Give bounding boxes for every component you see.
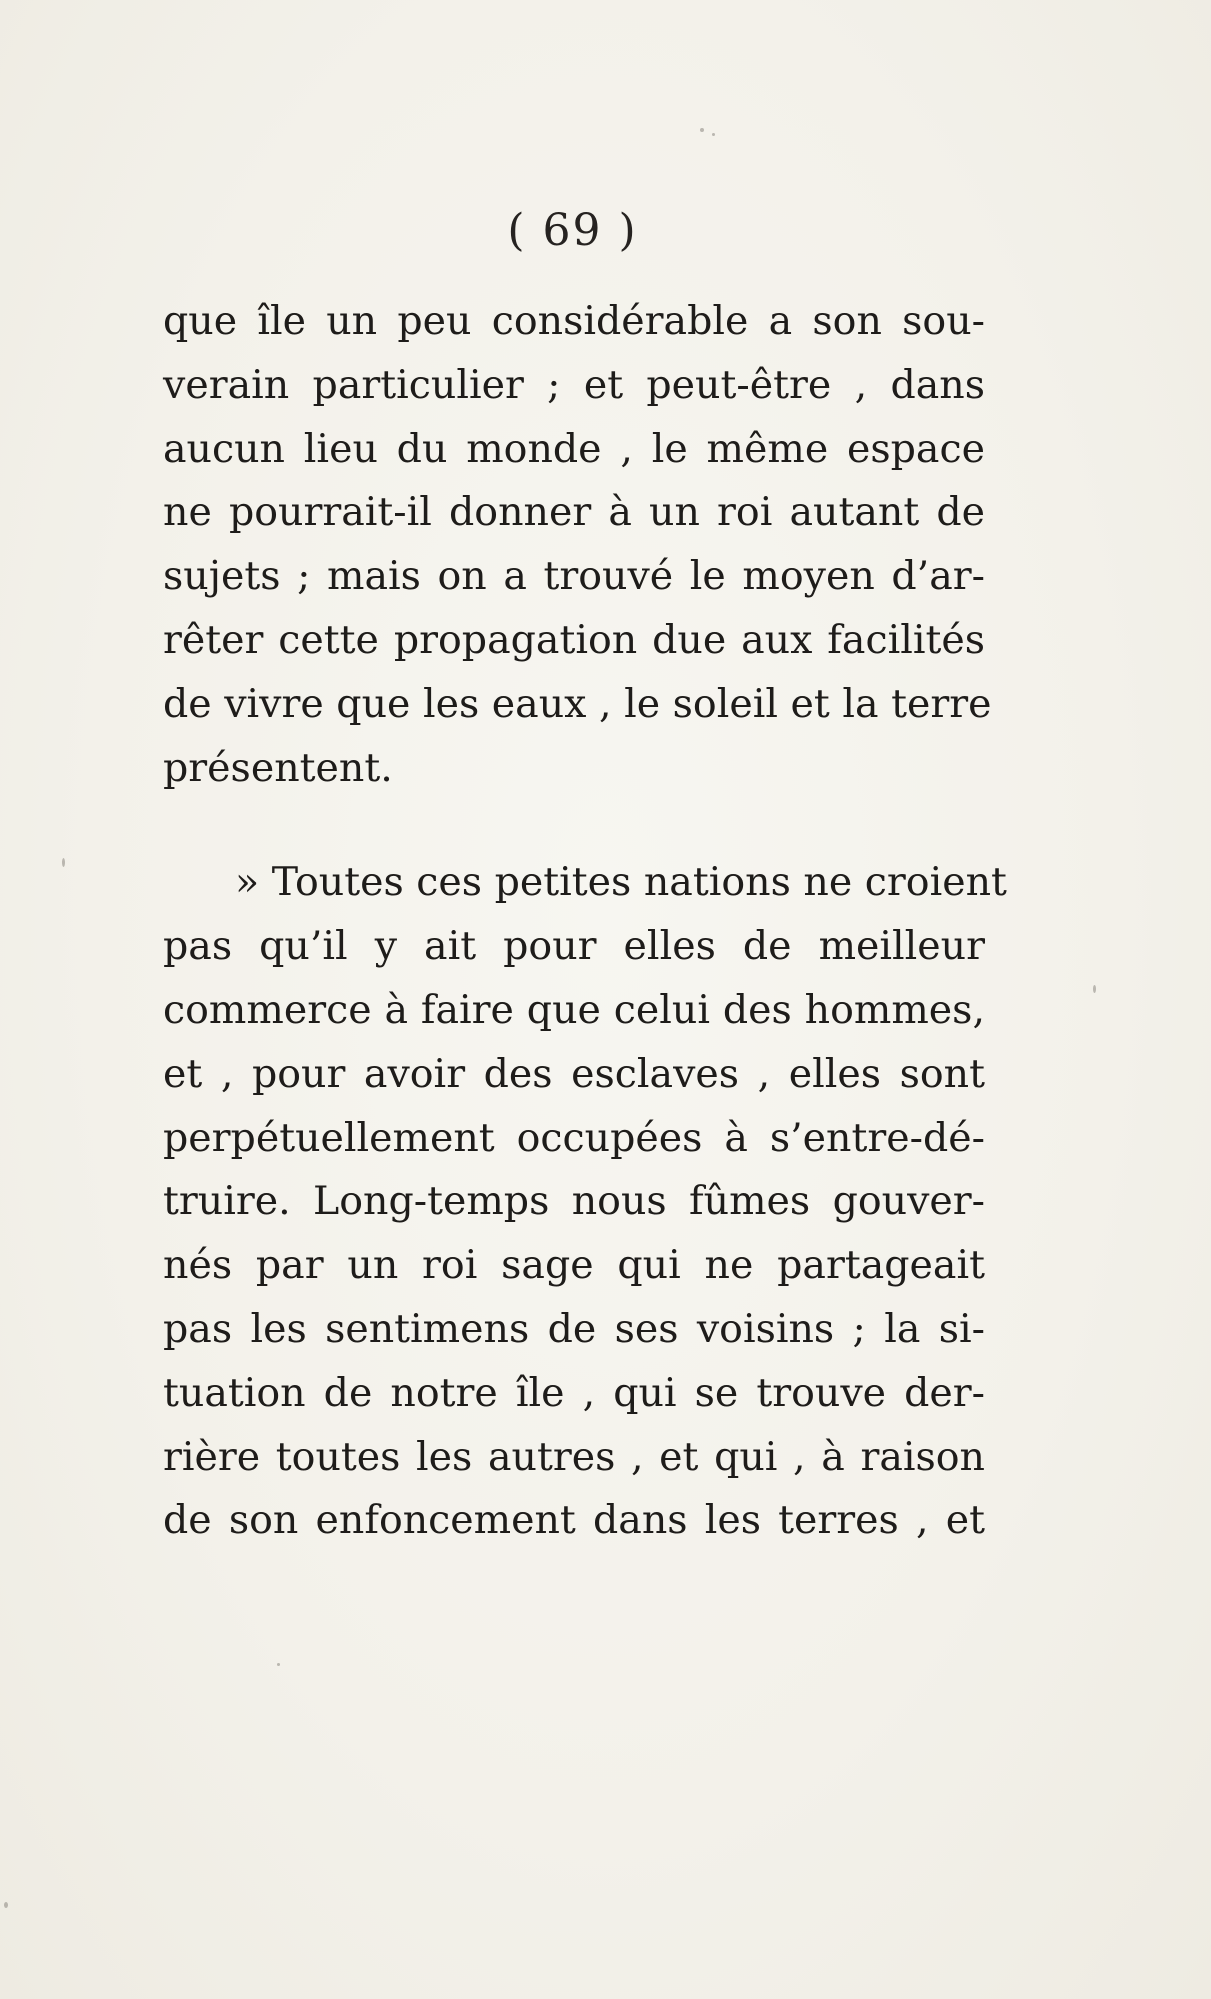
- paragraph-1: [163, 290, 992, 800]
- text-line: rière toutes les autres , et qui , à raison: [163, 1433, 985, 1480]
- text-line: sujets ; mais on a trouvé le moyen d’ar-: [163, 553, 985, 600]
- text-line: nés par un roi sage qui ne partageait: [163, 1242, 985, 1289]
- paper-speck: [277, 1663, 280, 1666]
- text-line: présentent.: [163, 744, 393, 791]
- text-line: truire. Long-temps nous fûmes gouver-: [163, 1178, 985, 1225]
- text-line: rêter cette propagation due aux facilités: [163, 616, 985, 663]
- text-line: » Toutes ces petites nations ne croient: [235, 859, 1007, 906]
- text-line: de vivre que les eaux , le soleil et la terre: [163, 680, 992, 727]
- paper-speck: [700, 128, 704, 132]
- body-text: [163, 290, 1007, 1553]
- paper-speck: [712, 133, 715, 136]
- text-line: commerce à faire que celui des hommes,: [163, 986, 985, 1033]
- text-line: ne pourrait-il donner à un roi autant de: [163, 489, 985, 536]
- paper-speck: [4, 1902, 8, 1908]
- text-line: tuation de notre île , qui se trouve der-: [163, 1369, 985, 1416]
- text-line: que île un peu considérable a son sou-: [163, 298, 985, 344]
- text-line: et , pour avoir des esclaves , elles sont: [163, 1050, 985, 1097]
- page-number: ( 69 ): [507, 205, 638, 256]
- text-line: pas les sentimens de ses voisins ; la si-: [163, 1305, 985, 1352]
- paper-speck: [1093, 985, 1096, 993]
- paragraph-2: [163, 851, 1007, 1553]
- paragraph-spacer: [163, 800, 985, 851]
- text-line: verain particulier ; et peut-être , dans: [163, 361, 985, 408]
- text-line: pas qu’il y ait pour elles de meilleur: [163, 923, 985, 970]
- text-line: de son enfoncement dans les terres , et: [163, 1497, 985, 1544]
- text-line: perpétuellement occupées à s’entre-dé-: [163, 1114, 985, 1161]
- text-line: aucun lieu du monde , le même espace: [163, 425, 985, 472]
- paper-speck: [62, 858, 65, 867]
